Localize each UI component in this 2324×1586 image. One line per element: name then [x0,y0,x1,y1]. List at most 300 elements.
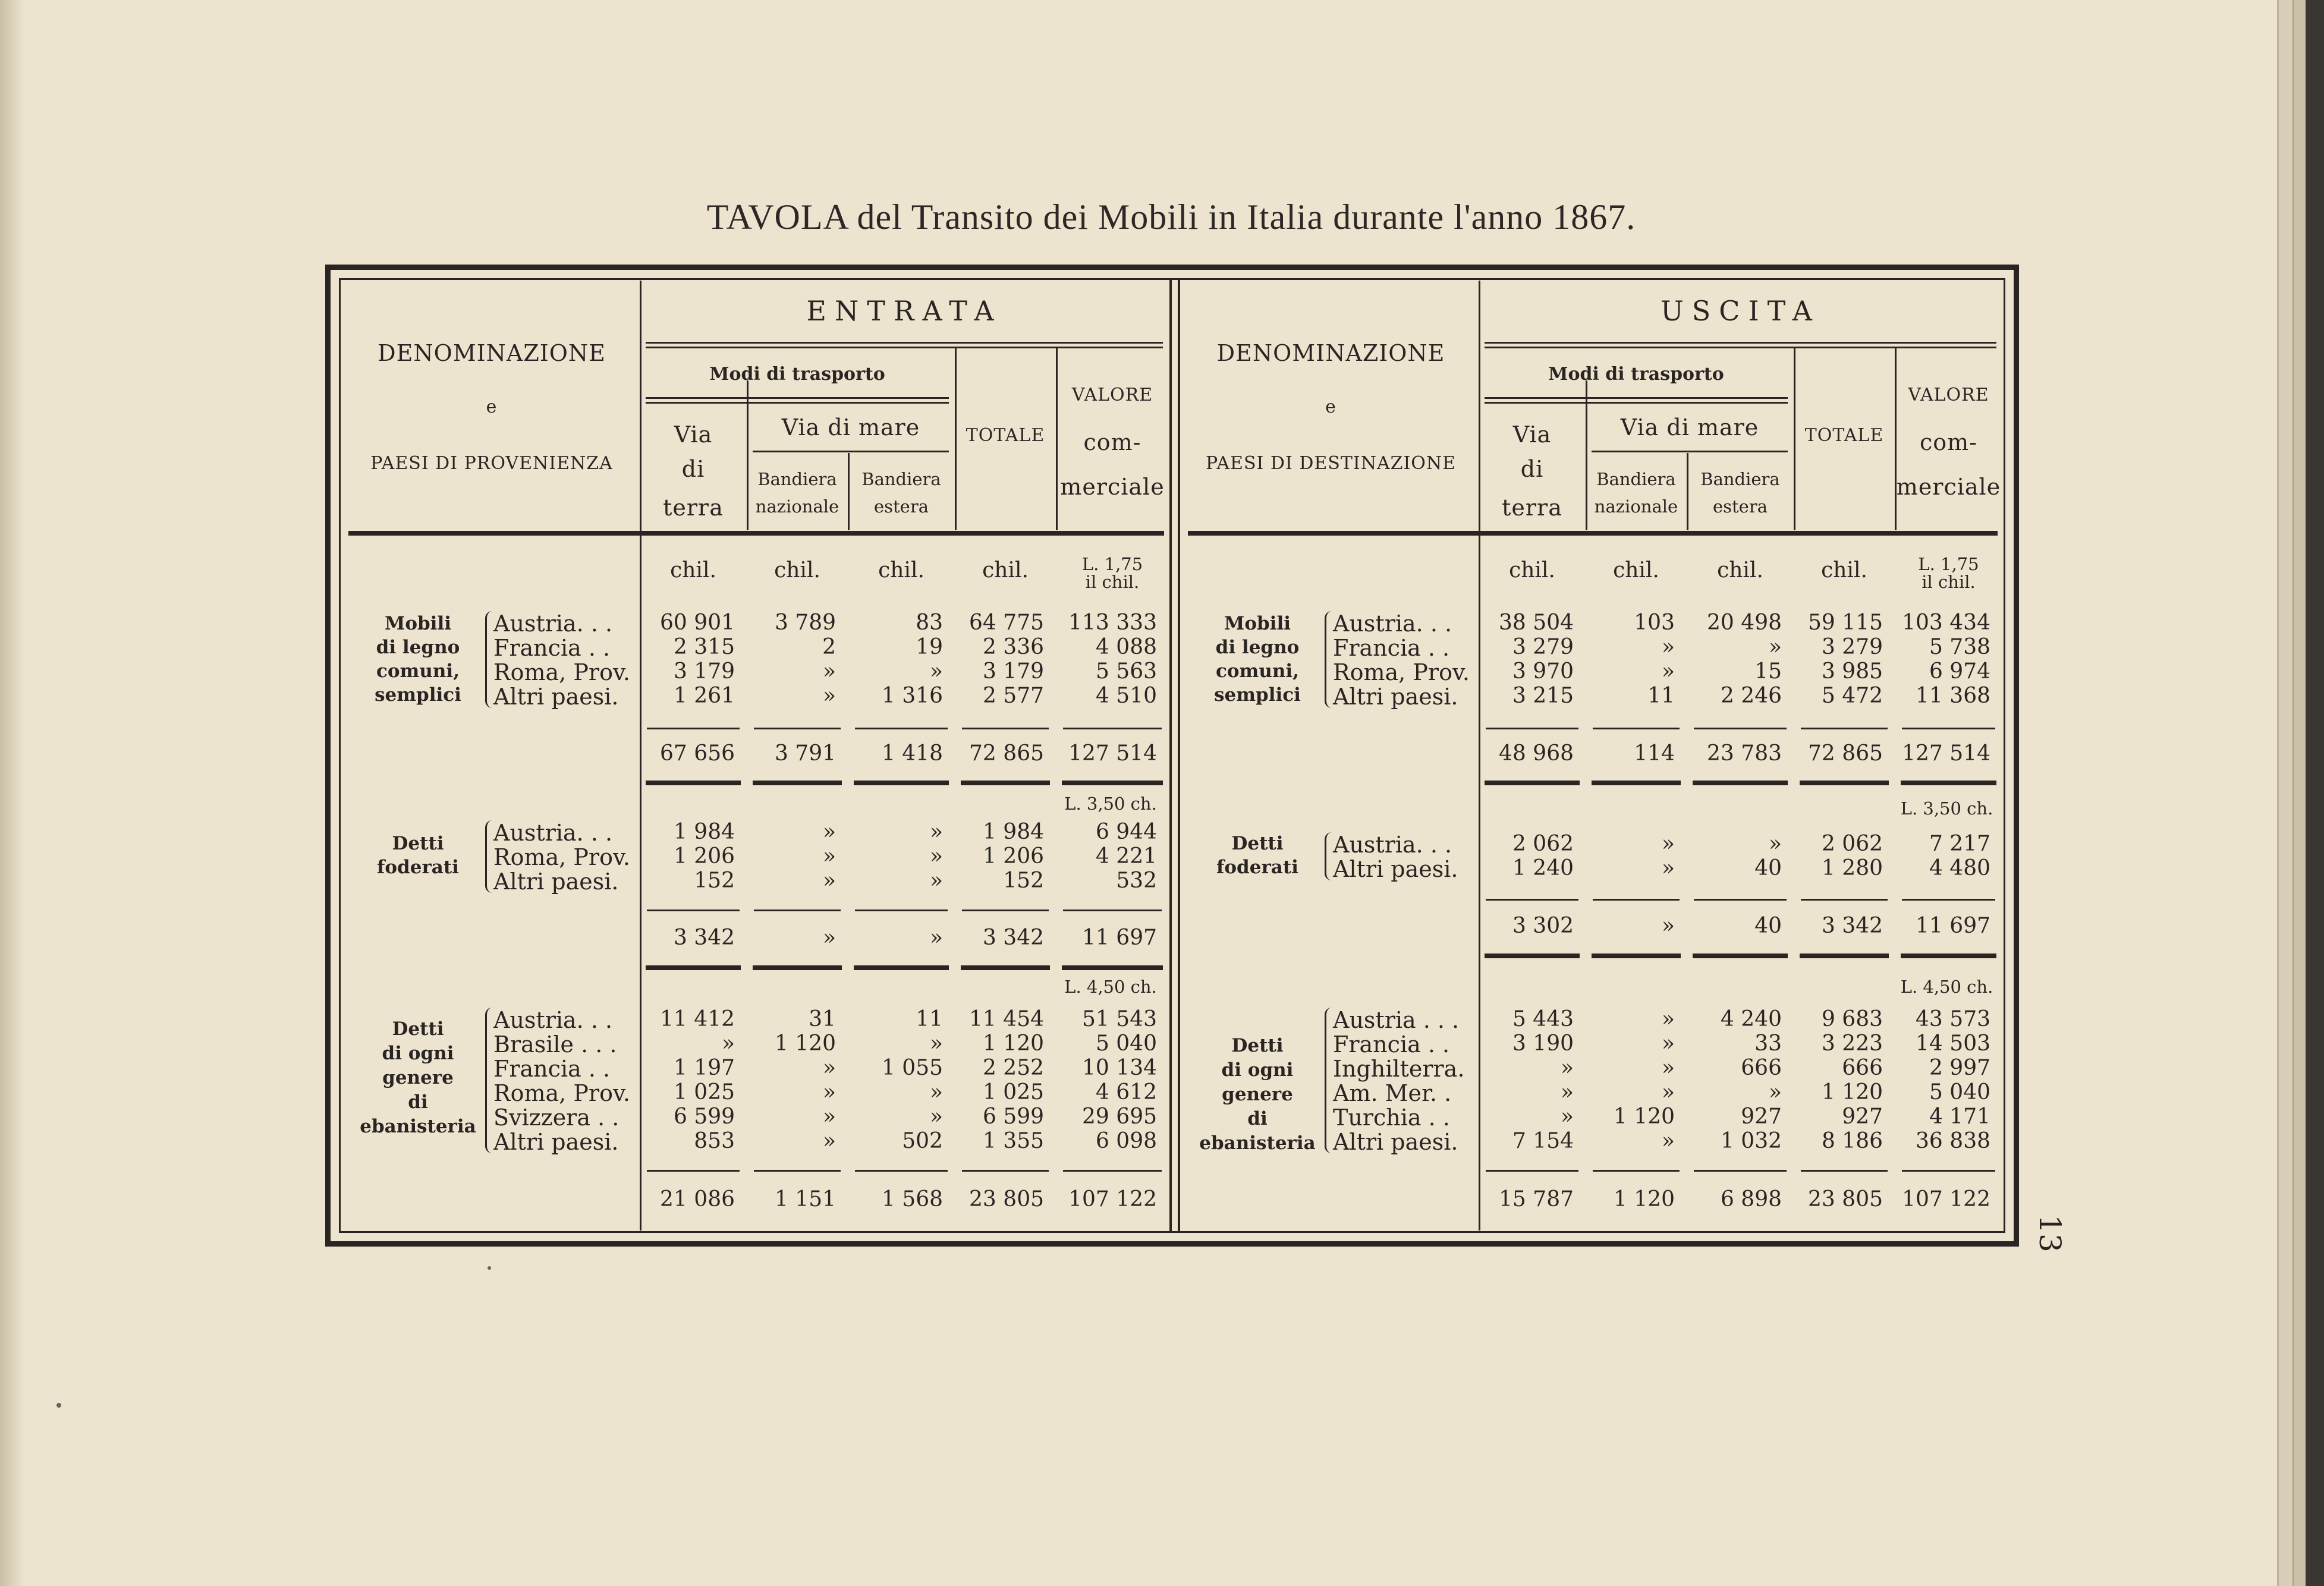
uscita-section-rule [1485,347,1996,348]
uscita-group-name: di legno [1215,637,1300,658]
uscita-cell-value: » [1661,856,1675,880]
entrata-rate-label: L. 1,75 [1081,554,1143,574]
entrata-cell-value: 853 [694,1129,735,1153]
entrata-country-name: Francia . . [493,635,611,661]
uscita-subtotal-rule [1593,1170,1680,1172]
page-edge [2277,0,2293,1586]
entrata-via-mare: Via di mare [781,414,920,440]
uscita-subtotal-rule [1694,899,1787,901]
entrata-header-rule [348,531,1164,536]
uscita-total-value: 1 120 [1613,1187,1675,1211]
entrata-via-terra: Via [674,421,713,448]
entrata-subtotal-rule [754,728,841,729]
uscita-unit-label: chil. [1509,558,1555,583]
entrata-country-name: Roma, Prov. [493,844,630,870]
entrata-section-rule [646,347,1163,348]
entrata-group-rule [961,965,1050,970]
entrata-cell-value: 51 543 [1082,1007,1157,1031]
entrata-country-name: Austria. . . [493,611,613,637]
entrata-cell-value: 3 789 [774,611,836,635]
uscita-country-name: Austria. . . [1333,611,1452,637]
uscita-total-value: 15 787 [1499,1187,1574,1211]
uscita-modi-rule [1485,397,1788,399]
uscita-total-value: 40 [1754,914,1782,938]
entrata-denom-heading: PAESI DI PROVENIENZA [370,453,613,474]
uscita-total-value: » [1661,914,1675,938]
entrata-cell-value: 152 [1003,868,1044,893]
uscita-group-name: ebanisteria [1199,1132,1316,1154]
entrata-cell-value: 2 252 [982,1056,1044,1080]
entrata-country-name: Roma, Prov. [493,659,630,685]
uscita-group-name: Mobili [1224,613,1291,634]
entrata-cell-value: 6 599 [673,1104,735,1129]
entrata-total-value: 1 418 [881,741,943,766]
entrata-subtotal-rule [647,728,740,729]
uscita-cell-value: 1 240 [1512,856,1574,880]
entrata-valore-heading: com- [1083,429,1141,455]
uscita-group-rule [1901,781,1996,785]
uscita-cell-value: 8 186 [1821,1129,1883,1153]
uscita-cell-value: » [1661,832,1675,856]
uscita-cell-value: 11 368 [1916,684,1990,708]
uscita-subtotal-rule [1902,728,1995,729]
entrata-via-terra: di [681,456,705,482]
entrata-subtotal-rule [855,728,948,729]
uscita-cell-value: 3 223 [1821,1031,1883,1056]
uscita-cell-value: 33 [1754,1031,1782,1056]
entrata-cell-value: 1 120 [982,1031,1044,1056]
uscita-cell-value: 7 154 [1512,1129,1574,1153]
uscita-cell-value: 3 970 [1512,659,1574,684]
uscita-cell-value: » [1768,1080,1782,1104]
entrata-total-value: 127 514 [1068,741,1157,766]
uscita-rate-label: L. 4,50 ch. [1900,977,1993,997]
uscita-cell-value: 3 279 [1821,635,1883,659]
entrata-cell-value: 6 944 [1095,820,1157,844]
uscita-country-name: Austria . . . [1333,1007,1460,1033]
uscita-cell-value: » [1661,1129,1675,1153]
entrata-group-rule [961,781,1050,785]
entrata-cell-value: 2 [822,635,836,659]
uscita-country-name: Francia . . [1333,635,1450,661]
uscita-group-rule [1485,781,1580,785]
background-edge [2306,0,2324,1586]
entrata-subtotal-rule [647,1170,740,1172]
entrata-subtotal-rule [754,910,841,911]
uscita-cell-value: » [1768,635,1782,659]
entrata-group-rule [1062,965,1163,970]
uscita-col-rule [1687,453,1688,530]
entrata-total-value: 3 342 [982,926,1044,950]
uscita-valore-heading: VALORE [1908,385,1989,405]
entrata-group-name: foderati [377,857,459,878]
entrata-subtotal-rule [962,728,1049,729]
uscita-total-value: 107 122 [1902,1187,1990,1211]
entrata-total-value: 1 151 [774,1187,836,1211]
uscita-cell-value: 11 [1647,684,1675,708]
entrata-group-name: comuni, [376,660,460,682]
entrata-cell-value: 1 055 [881,1056,943,1080]
entrata-cell-value: » [822,1056,836,1080]
entrata-country-name: Altri paesi. [493,1129,619,1155]
entrata-country-name: Roma, Prov. [493,1080,630,1106]
entrata-subtotal-rule [1063,1170,1162,1172]
entrata-cell-value: » [721,1031,735,1056]
entrata-unit-label: chil. [670,558,716,583]
uscita-valore-heading: com- [1919,429,1978,455]
entrata-group-rule [646,965,741,970]
entrata-country-name: Austria. . . [493,820,613,846]
entrata-cell-value: 4 612 [1095,1080,1157,1104]
entrata-cell-value: 532 [1116,868,1157,893]
entrata-valore-heading: merciale [1060,474,1165,500]
uscita-cell-value: » [1560,1080,1574,1104]
entrata-cell-value: 5 563 [1095,659,1157,684]
entrata-group-rule [646,781,741,785]
entrata-subtotal-rule [855,910,948,911]
uscita-cell-value: 59 115 [1808,611,1883,635]
entrata-group-rule [1062,781,1163,785]
entrata-cell-value: 6 599 [982,1104,1044,1129]
entrata-total-value: 3 342 [673,926,735,950]
uscita-cell-value: » [1661,1031,1675,1056]
uscita-cell-value: » [1560,1104,1574,1129]
entrata-subtotal-rule [1063,910,1162,911]
entrata-subtotal-rule [647,910,740,911]
uscita-unit-label: chil. [1717,558,1763,583]
entrata-cell-value: » [822,684,836,708]
entrata-cell-value: 1 025 [982,1080,1044,1104]
uscita-cell-value: 20 498 [1707,611,1782,635]
uscita-cell-value: 9 683 [1821,1007,1883,1031]
uscita-unit-label: chil. [1821,558,1867,583]
uscita-cell-value: 4 240 [1720,1007,1782,1031]
entrata-cell-value: 60 901 [660,611,735,635]
entrata-unit-label: chil. [774,558,820,583]
entrata-bandiera-nazionale: nazionale [755,496,839,517]
entrata-cell-value: 3 179 [982,659,1044,684]
entrata-rate-label: L. 4,50 ch. [1064,977,1157,997]
uscita-bandiera-estera: estera [1712,496,1768,517]
entrata-group-name: ebanisteria [360,1116,476,1137]
uscita-cell-value: » [1661,659,1675,684]
uscita-group-rule [1800,781,1889,785]
uscita-header-rule [1188,531,1998,536]
uscita-total-value: 114 [1634,741,1675,766]
entrata-rate-label: il chil. [1085,572,1140,592]
entrata-country-name: Svizzera . . [493,1104,619,1131]
uscita-country-name: Roma, Prov. [1333,659,1470,685]
entrata-total-value: 11 697 [1082,926,1157,950]
uscita-cell-value: 36 838 [1916,1129,1990,1153]
entrata-group-rule [753,781,842,785]
uscita-country-name: Altri paesi. [1333,856,1458,882]
entrata-cell-value: 152 [694,868,735,893]
entrata-cell-value: 1 316 [881,684,943,708]
entrata-cell-value: 4 088 [1095,635,1157,659]
uscita-via-terra: terra [1502,495,1562,521]
entrata-subtotal-rule [855,1170,948,1172]
uscita-group-rule [1693,781,1788,785]
entrata-total-value: 1 568 [881,1187,943,1211]
entrata-cell-value: » [929,844,943,868]
entrata-cell-value: » [822,659,836,684]
uscita-cell-value: 666 [1741,1056,1782,1080]
entrata-bandiera-nazionale: Bandiera [757,469,837,489]
uscita-via-terra: Via [1512,421,1552,448]
entrata-section-rule [646,342,1163,344]
entrata-cell-value: 4 510 [1095,684,1157,708]
uscita-country-name: Inghilterra. [1333,1056,1465,1082]
uscita-total-value: 72 865 [1808,741,1883,766]
uscita-subtotal-rule [1486,728,1578,729]
table-center-divider [1169,278,1172,1233]
entrata-country-name: Altri paesi. [493,684,619,710]
uscita-country-name: Am. Mer. . [1333,1080,1452,1106]
uscita-cell-value: 4 480 [1929,856,1990,880]
entrata-group-name: Detti [392,1018,444,1040]
uscita-cell-value: 666 [1842,1056,1883,1080]
entrata-section-title: ENTRATA [806,295,1002,327]
entrata-cell-value: 11 454 [969,1007,1044,1031]
table-center-divider [1178,278,1180,1233]
uscita-subtotal-rule [1801,899,1888,901]
uscita-group-name: di ogni [1221,1059,1294,1081]
uscita-rate-label: L. 1,75 [1918,554,1979,574]
entrata-cell-value: » [822,844,836,868]
uscita-cell-value: 103 [1634,611,1675,635]
uscita-total-value: 6 898 [1720,1187,1782,1211]
uscita-cell-value: 5 040 [1929,1080,1990,1104]
uscita-section-title: USCITA [1660,295,1821,327]
entrata-cell-value: 4 221 [1095,844,1157,868]
uscita-totale-heading: TOTALE [1804,425,1884,446]
uscita-country-name: Altri paesi. [1333,1129,1458,1155]
entrata-subtotal-rule [962,910,1049,911]
entrata-country-name: Austria. . . [493,1007,613,1033]
uscita-cell-value: 5 472 [1821,684,1883,708]
entrata-total-value: 21 086 [660,1187,735,1211]
uscita-group-rule [1693,954,1788,958]
uscita-group-name: Detti [1231,833,1284,854]
uscita-country-name: Francia . . [1333,1031,1450,1058]
entrata-cell-value: 11 412 [660,1007,735,1031]
entrata-cell-value: 64 775 [969,611,1044,635]
page-title: TAVOLA del Transito dei Mobili in Italia durante l'anno 1867. [706,197,1636,237]
uscita-cell-value: 3 985 [1821,659,1883,684]
entrata-total-value: 67 656 [660,741,735,766]
entrata-total-value: 3 791 [774,741,836,766]
entrata-totale-heading: TOTALE [966,425,1045,446]
spine-shadow [0,0,24,1586]
uscita-cell-value: 2 246 [1720,684,1782,708]
uscita-cell-value: 3 279 [1512,635,1574,659]
entrata-country-name: Francia . . [493,1056,611,1082]
uscita-cell-value: » [1661,1007,1675,1031]
uscita-total-value: 3 302 [1512,914,1574,938]
uscita-total-value: 3 342 [1821,914,1883,938]
uscita-cell-value: 927 [1741,1104,1782,1129]
entrata-cell-value: 29 695 [1082,1104,1157,1129]
entrata-cell-value: » [822,868,836,893]
entrata-bandiera-estera: Bandiera [861,469,941,489]
entrata-cell-value: » [929,1031,943,1056]
entrata-group-name: di [408,1091,428,1113]
entrata-cell-value: 11 [916,1007,943,1031]
uscita-rate-label: L. 3,50 ch. [1900,798,1993,819]
entrata-cell-value: » [822,1104,836,1129]
uscita-group-brace [1325,832,1332,880]
entrata-cell-value: 1 261 [673,684,735,708]
uscita-cell-value: 1 032 [1720,1129,1782,1153]
entrata-modi-rule [646,402,949,404]
entrata-group-rule [854,965,949,970]
uscita-cell-value: 927 [1842,1104,1883,1129]
entrata-modi-heading: Modi di trasporto [709,364,885,385]
entrata-cell-value: 502 [902,1129,943,1153]
entrata-cell-value: 2 315 [673,635,735,659]
uscita-cell-value: 38 504 [1499,611,1574,635]
uscita-unit-label: chil. [1613,558,1659,583]
uscita-cell-value: » [1661,635,1675,659]
entrata-group-name: semplici [375,684,461,706]
uscita-cell-value: 1 120 [1613,1104,1675,1129]
uscita-group-name: Detti [1231,1035,1284,1056]
entrata-cell-value: 1 197 [673,1056,735,1080]
uscita-group-brace [1325,1008,1332,1153]
entrata-group-rule [753,965,842,970]
entrata-cell-value: » [822,820,836,844]
uscita-cell-value: 43 573 [1916,1007,1990,1031]
entrata-total-value: 23 805 [969,1187,1044,1211]
uscita-group-name: comuni, [1216,660,1299,682]
entrata-group-name: di ogni [382,1043,454,1064]
entrata-group-name: genere [382,1067,454,1088]
uscita-cell-value: 7 217 [1929,832,1990,856]
uscita-subtotal-rule [1902,1170,1995,1172]
entrata-valore-heading: VALORE [1071,385,1153,405]
uscita-bandiera-nazionale: Bandiera [1596,469,1676,489]
entrata-subtotal-rule [962,1170,1049,1172]
entrata-unit-label: chil. [982,558,1029,583]
entrata-group-rule [854,781,949,785]
entrata-cell-value: 3 179 [673,659,735,684]
entrata-cell-value: 2 577 [982,684,1044,708]
uscita-cell-value: 1 280 [1821,856,1883,880]
entrata-cell-value: » [822,1129,836,1153]
uscita-subtotal-rule [1801,1170,1888,1172]
uscita-subtotal-rule [1486,1170,1578,1172]
entrata-total-value: » [822,926,836,950]
uscita-total-value: 23 783 [1707,741,1782,766]
entrata-modi-rule [646,397,949,399]
entrata-cell-value: » [929,868,943,893]
entrata-cell-value: » [929,820,943,844]
entrata-cell-value: 1 206 [982,844,1044,868]
uscita-via-mare-rule [1592,451,1788,452]
entrata-group-brace [485,820,492,893]
uscita-subtotal-rule [1694,1170,1787,1172]
uscita-group-brace [1325,611,1332,708]
entrata-cell-value: 1 355 [982,1129,1044,1153]
entrata-group-brace [485,1008,492,1153]
page-number: 13 [2032,1214,2067,1253]
entrata-cell-value: » [929,659,943,684]
uscita-group-rule [1800,954,1889,958]
uscita-section-rule [1485,342,1996,344]
entrata-cell-value: 5 040 [1095,1031,1157,1056]
uscita-total-value: 11 697 [1916,914,1990,938]
entrata-unit-label: chil. [878,558,924,583]
uscita-cell-value: 103 434 [1902,611,1990,635]
entrata-cell-value: 1 984 [673,820,735,844]
uscita-subtotal-rule [1593,728,1680,729]
entrata-cell-value: 1 206 [673,844,735,868]
entrata-cell-value: 113 333 [1068,611,1157,635]
uscita-denom-heading: DENOMINAZIONE [1216,340,1445,366]
uscita-cell-value: 2 062 [1821,832,1883,856]
uscita-modi-heading: Modi di trasporto [1548,364,1724,385]
entrata-cell-value: » [929,1080,943,1104]
uscita-cell-value: » [1560,1056,1574,1080]
entrata-total-value: » [929,926,943,950]
uscita-cell-value: 3 190 [1512,1031,1574,1056]
entrata-rate-label: L. 3,50 ch. [1064,794,1157,814]
uscita-subtotal-rule [1486,899,1578,901]
uscita-subtotal-rule [1694,728,1787,729]
uscita-cell-value: 2 997 [1929,1056,1990,1080]
entrata-cell-value: 31 [809,1007,836,1031]
uscita-cell-value: 4 171 [1929,1104,1990,1129]
uscita-country-name: Austria. . . [1333,832,1452,858]
entrata-cell-value: 10 134 [1082,1056,1157,1080]
entrata-via-mare-rule [753,451,949,452]
uscita-cell-value: 2 062 [1512,832,1574,856]
uscita-cell-value: 14 503 [1916,1031,1990,1056]
entrata-cell-value: 1 984 [982,820,1044,844]
entrata-total-value: 107 122 [1068,1187,1157,1211]
entrata-group-name: di legno [376,637,460,658]
uscita-subtotal-rule [1801,728,1888,729]
entrata-group-name: Mobili [385,613,451,634]
entrata-group-name: Detti [392,833,444,854]
entrata-subtotal-rule [754,1170,841,1172]
uscita-valore-heading: merciale [1896,474,2001,500]
uscita-subtotal-rule [1902,899,1995,901]
uscita-group-rule [1485,954,1580,958]
entrata-via-terra: terra [663,495,724,521]
uscita-group-name: genere [1222,1084,1293,1105]
entrata-country-name: Altri paesi. [493,868,619,895]
uscita-group-rule [1901,954,1996,958]
uscita-cell-value: 5 738 [1929,635,1990,659]
uscita-cell-value: 15 [1754,659,1782,684]
paper-speck [56,1403,61,1408]
entrata-col-rule [848,453,850,530]
uscita-cell-value: » [1661,1080,1675,1104]
uscita-cell-value: » [1661,1056,1675,1080]
uscita-group-name: semplici [1214,684,1301,706]
entrata-cell-value: 83 [916,611,943,635]
uscita-modi-rule [1485,402,1788,404]
uscita-group-name: di [1247,1108,1268,1129]
uscita-bandiera-estera: Bandiera [1700,469,1780,489]
paper-speck [488,1266,491,1270]
entrata-bandiera-estera: estera [873,496,929,517]
uscita-cell-value: 1 120 [1821,1080,1883,1104]
uscita-country-name: Altri paesi. [1333,684,1458,710]
uscita-cell-value: 5 443 [1512,1007,1574,1031]
